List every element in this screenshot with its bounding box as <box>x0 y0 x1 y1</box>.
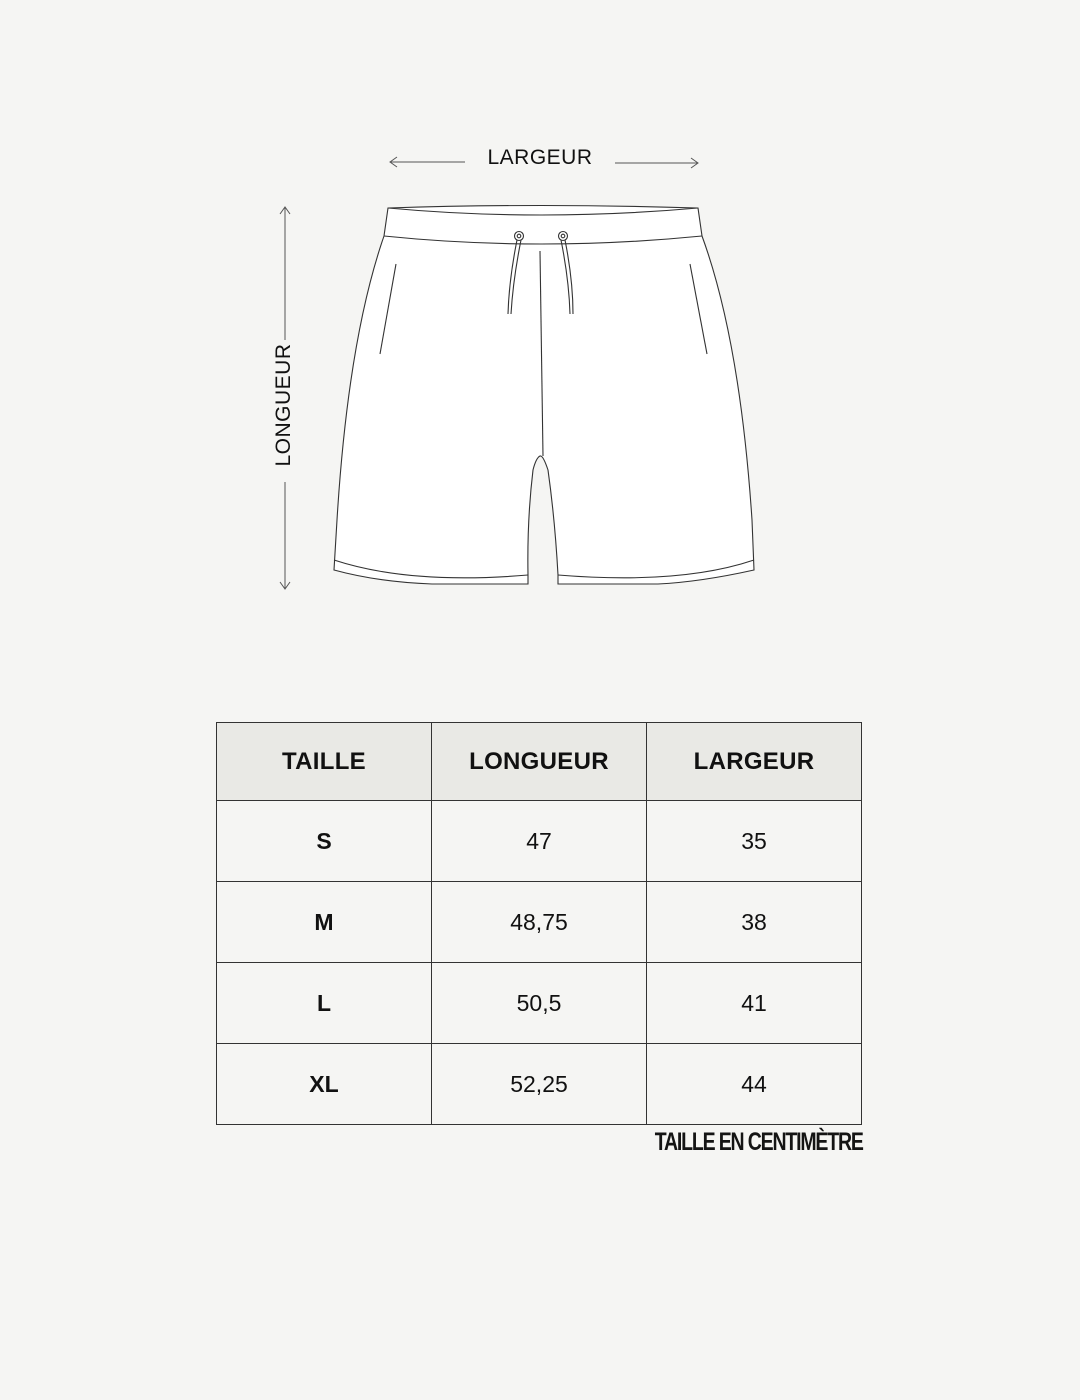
size-cell: L <box>217 963 432 1044</box>
width-cell: 35 <box>647 801 862 882</box>
table-header-row <box>217 723 862 801</box>
size-chart-table <box>216 722 862 1125</box>
table-row <box>217 882 862 963</box>
size-cell: XL <box>217 1044 432 1125</box>
length-cell: 47 <box>432 801 647 882</box>
shorts-icon <box>334 206 754 585</box>
length-cell: 52,25 <box>432 1044 647 1125</box>
length-cell: 50,5 <box>432 963 647 1044</box>
length-cell: 48,75 <box>432 882 647 963</box>
width-cell: 44 <box>647 1044 862 1125</box>
size-cell: S <box>217 801 432 882</box>
shorts-illustration <box>0 0 1080 640</box>
header-length: LONGUEUR <box>432 723 647 801</box>
table-row <box>217 1044 862 1125</box>
width-cell: 38 <box>647 882 862 963</box>
size-diagram <box>0 0 1080 640</box>
unit-note: TAILLE EN CENTIMÈTRE <box>654 1128 863 1156</box>
table-row <box>217 963 862 1044</box>
table-row <box>217 801 862 882</box>
size-cell: M <box>217 882 432 963</box>
length-label: LONGUEUR <box>272 343 295 467</box>
width-label: LARGEUR <box>487 146 593 169</box>
header-size: TAILLE <box>217 723 432 801</box>
width-cell: 41 <box>647 963 862 1044</box>
header-width: LARGEUR <box>647 723 862 801</box>
